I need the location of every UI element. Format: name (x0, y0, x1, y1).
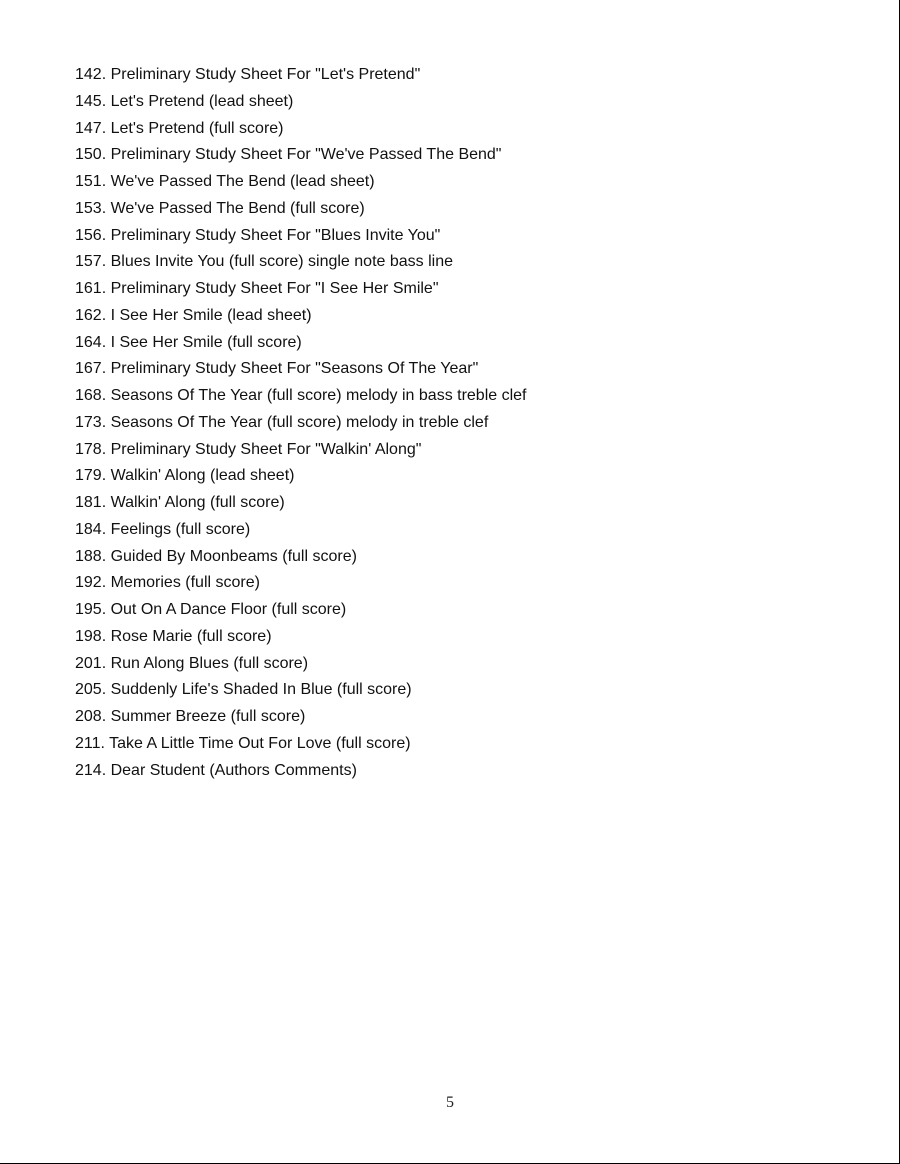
toc-entry: 173. Seasons Of The Year (full score) melody in treble clef (75, 413, 489, 431)
toc-entry: 188. Guided By Moonbeams (full score) (75, 547, 357, 565)
toc-entry: 201. Run Along Blues (full score) (75, 654, 309, 672)
toc-entry: 150. Preliminary Study Sheet For "We've Passed The Bend" (75, 146, 502, 164)
table-of-contents (75, 62, 527, 784)
toc-entry: 181. Walkin' Along (full score) (75, 494, 285, 511)
toc-entry: 162. I See Her Smile (lead sheet) (75, 306, 312, 324)
toc-entry: 211. Take A Little Time Out For Love (full score) (75, 734, 411, 752)
toc-entry: 198. Rose Marie (full score) (75, 627, 272, 645)
toc-entry: 145. Let's Pretend (lead sheet) (75, 92, 294, 110)
toc-entry: 157. Blues Invite You (full score) single note bass line (75, 253, 454, 271)
toc-entry: 147. Let's Pretend (full score) (75, 119, 284, 137)
toc-entry: 205. Suddenly Life's Shaded In Blue (full score) (75, 681, 412, 699)
toc-entry: 179. Walkin' Along (lead sheet) (75, 467, 295, 485)
toc-entry: 156. Preliminary Study Sheet For "Blues Invite You" (75, 226, 441, 244)
toc-entry: 195. Out On A Dance Floor (full score) (75, 601, 347, 618)
toc-entry: 168. Seasons Of The Year (full score) melody in bass treble clef (75, 387, 527, 404)
toc-entry: 208. Summer Breeze (full score) (75, 708, 306, 725)
toc-entry: 192. Memories (full score) (75, 574, 260, 592)
toc-entry: 178. Preliminary Study Sheet For "Walkin' Along" (75, 440, 422, 458)
toc-entry: 161. Preliminary Study Sheet For "I See Her Smile" (75, 280, 439, 297)
toc-entry: 151. We've Passed The Bend (lead sheet) (75, 173, 375, 190)
page-number: 5 (446, 1094, 454, 1111)
toc-entry: 164. I See Her Smile (full score) (75, 333, 302, 351)
toc-entry: 142. Preliminary Study Sheet For "Let's Pretend" (75, 66, 421, 83)
toc-entry: 184. Feelings (full score) (75, 520, 251, 538)
toc-entry: 214. Dear Student (Authors Comments) (75, 761, 357, 779)
toc-entry: 153. We've Passed The Bend (full score) (75, 199, 365, 217)
toc-entry: 167. Preliminary Study Sheet For "Seasons Of The Year" (75, 360, 479, 378)
